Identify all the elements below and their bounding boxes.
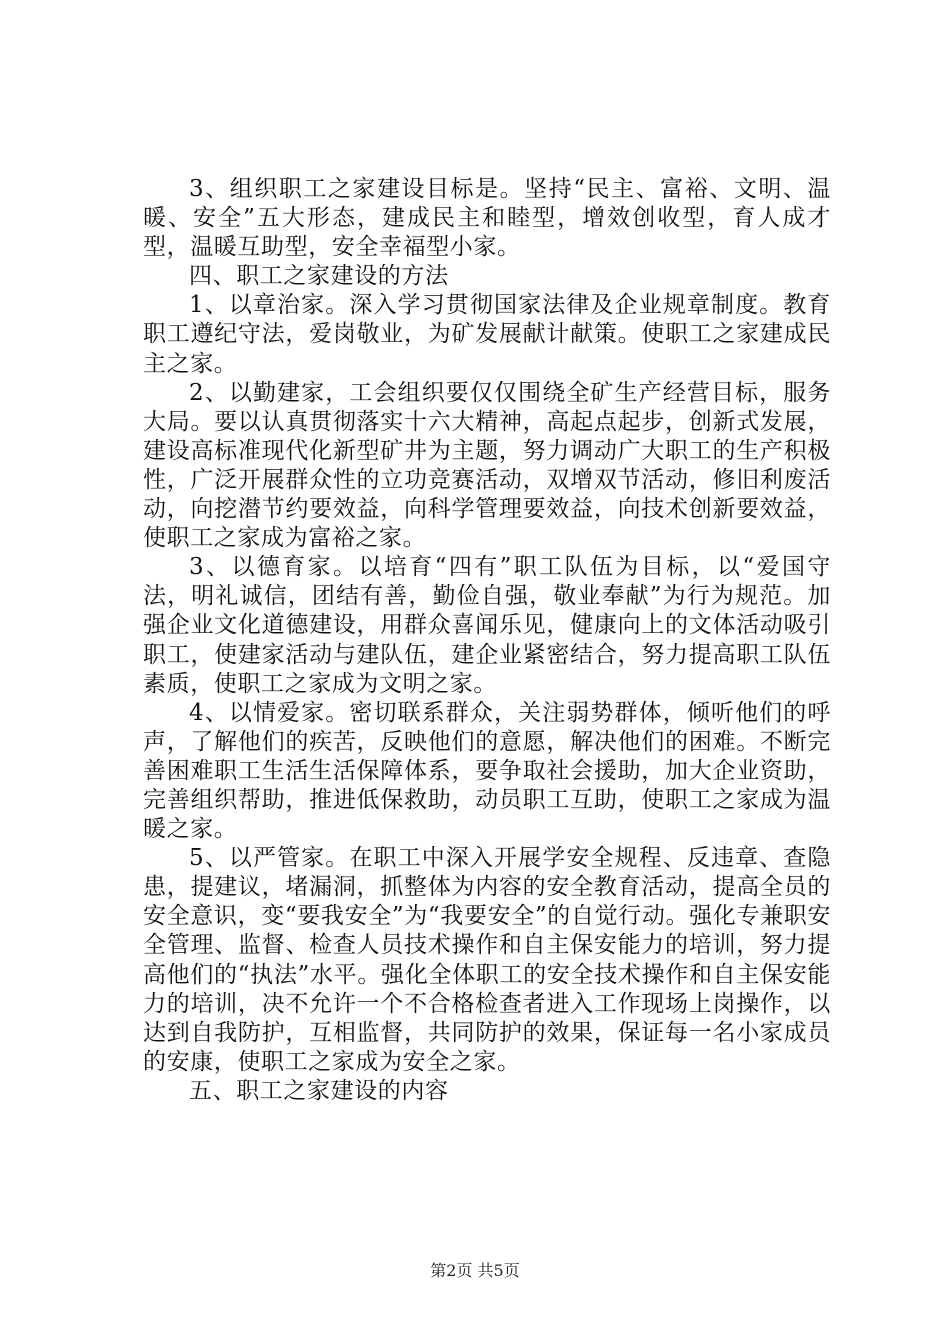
section-heading-content: 五、职工之家建设的内容 — [189, 1077, 449, 1104]
paragraph-method-4: 4、以情爱家。密切联系群众，关注弱势群体，倾听他们的呼声，了解他们的疾苦，反映他们的意愿，解决他们的困难。不断完善困难职工生活生活保障体系，要争取社会援助，加大企业资助，完善组织帮助，推进低保救助，动员职工互助，使职工之家成为温暖之家。 — [143, 699, 831, 843]
page-number: 第2页 共5页 — [430, 1261, 520, 1280]
paragraph-goal: 3、组织职工之家建设目标是。坚持“民主、富裕、文明、温暖、安全”五大形态，建成民主和睦型，增效创收型，育人成才型，温暖互助型，安全幸福型小家。 — [143, 176, 831, 261]
paragraph-method-2: 2、以勤建家，工会组织要仅仅围绕全矿生产经营目标，服务大局。要以认真贯彻落实十六大精神，高起点起步，创新式发展，建设高标准现代化新型矿井为主题，努力调动广大职工的生产积极性，广泛开展群众性的立功竞赛活动，双增双节活动，修旧利废活动，向挖潜节约要效益，向科学管理要效益，向技术创新要效益，使职工之家成为富裕之家。 — [143, 379, 831, 552]
paragraph-method-1: 1、以章治家。深入学习贯彻国家法律及企业规章制度。教育职工遵纪守法，爱岗敬业，为矿发展献计献策。使职工之家建成民主之家。 — [143, 292, 831, 377]
paragraph-method-3: 3、以德育家。以培育“四有”职工队伍为目标，以“爱国守法，明礼诚信，团结有善，勤俭自强，敬业奉献”为行为规范。加强企业文化道德建设，用群众喜闻乐见，健康向上的文体活动吸引职工，使建家活动与建队伍，建企业紧密结合，努力提高职工队伍素质，使职工之家成为文明之家。 — [143, 554, 831, 697]
section-heading-methods: 四、职工之家建设的方法 — [189, 263, 449, 290]
document-body — [143, 175, 831, 1106]
page-footer — [0, 1258, 950, 1281]
paragraph-method-5: 5、以严管家。在职工中深入开展学安全规程、反违章、查隐患，提建议，堵漏洞，抓整体为内容的安全教育活动，提高全员的安全意识，变“要我安全”为“我要安全”的自觉行动。强化专兼职安全管理、监督、检查人员技术操作和自主保安能力的培训，努力提高他们的“执法”水平。强化全体职工的安全技术操作和自主保安能力的培训，决不允许一个不合格检查者进入工作现场上岗操作，以达到自我防护，互相监督，共同防护的效果，保证每一名小家成员的安康，使职工之家成为安全之家。 — [143, 845, 831, 1075]
